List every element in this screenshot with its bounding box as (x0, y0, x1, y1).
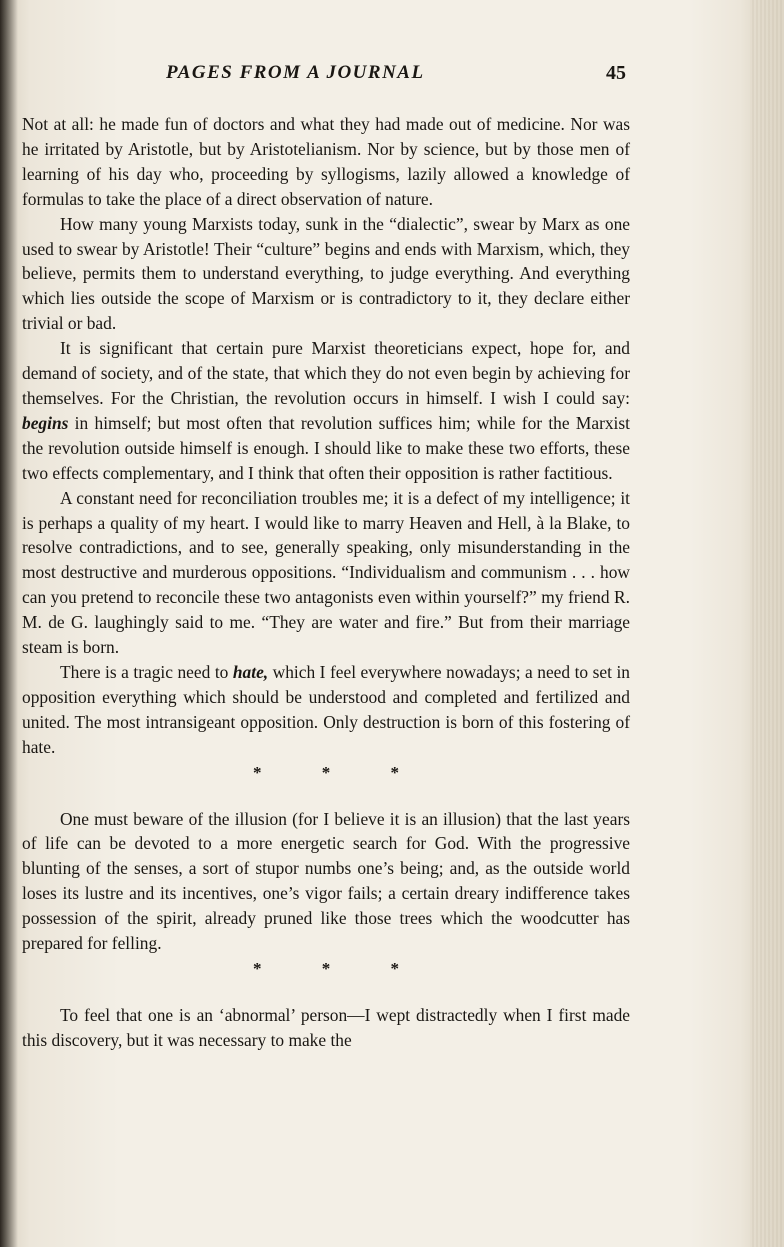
emphasis-hate: hate, (232, 661, 269, 682)
running-head-title: PAGES FROM A JOURNAL (166, 62, 425, 83)
paragraph-1: Not at all: he made fun of doctors and what they had made out of medicine. Nor was he irritated by Aristotle, but by Aristotelianism. Nor by science, but by those men of learning of his day who, proceeding by syllogisms, lazily allowed a knowledge of formulas to take the place of a direct observation of nature. (22, 114, 630, 209)
gutter-shadow (0, 0, 18, 1247)
paragraph-5 (22, 660, 630, 760)
page-edge (750, 0, 784, 1247)
paragraph-5-start: There is a tragic need to (60, 661, 233, 682)
paragraph-7: To feel that one is an ‘abnormal’ person—I wept distractedly when I first made this discovery, but it was necessary to make the (22, 1005, 630, 1050)
paragraph-2: How many young Marxists today, sunk in the “dialectic”, swear by Marx as one used to swear by Aristotle! Their “culture” begins and ends with Marxism, which, they believe, permits them to understand everything, to judge everything. And everything which lies outside the scope of Marxism or is contradictory to it, they declare either trivial or bad. (22, 213, 630, 334)
paragraph-3-end: in himself; but most often that revolution suffices him; while for the Marxist the revolution outside himself is enough. I should like to make these two efforts, these two effects complementary, and I think that often their opposition is rather factitious. (22, 412, 630, 483)
emphasis-begins: begins (22, 412, 69, 433)
paragraph-4: A constant need for reconciliation troubles me; it is a defect of my intelligence; it is perhaps a quality of my heart. I would like to marry Heaven and Hell, à la Blake, to resolve contradictions, and to see, generally speaking, only misunderstanding in the most destructive and murderous oppositions. “Individualism and communism . . . how can you pretend to reconcile these two antagonists even within yourself?” my friend R. M. de G. laughingly said to me. “They are water and fire.” But from their marriage steam is born. (22, 487, 630, 658)
paragraph-6: One must beware of the illusion (for I believe it is an illusion) that the last years of life can be devoted to a more energetic search for God. With the progressive blunting of the senses, a sort of stupor numbs one’s being; and, as the outside world loses its lustre and its incentives, one’s vigor fails; a certain dreary indifference takes possession of the spirit, already pruned like those trees which the woodcutter has prepared for felling. (22, 808, 630, 954)
section-break-1: * * * (253, 762, 399, 782)
page-number: 45 (606, 62, 626, 84)
paragraph-3 (22, 336, 630, 485)
body-text (22, 112, 630, 1053)
section-break-2: * * * (253, 959, 399, 978)
running-head (0, 62, 784, 92)
paragraph-5-end: which I feel everywhere nowadays; a need to set in opposition everything which should be understood and completed and fertilized and united. The most intransigeant opposition. Only destruction is born of this fostering of hate. (22, 661, 630, 757)
paragraph-3-start: It is significant that certain pure Marxist theoreticians expect, hope for, and demand of society, and of the state, that which they do not even begin by achieving for themselves. For the Christian, the revolution occurs in himself. I wish I could say: (22, 338, 630, 408)
